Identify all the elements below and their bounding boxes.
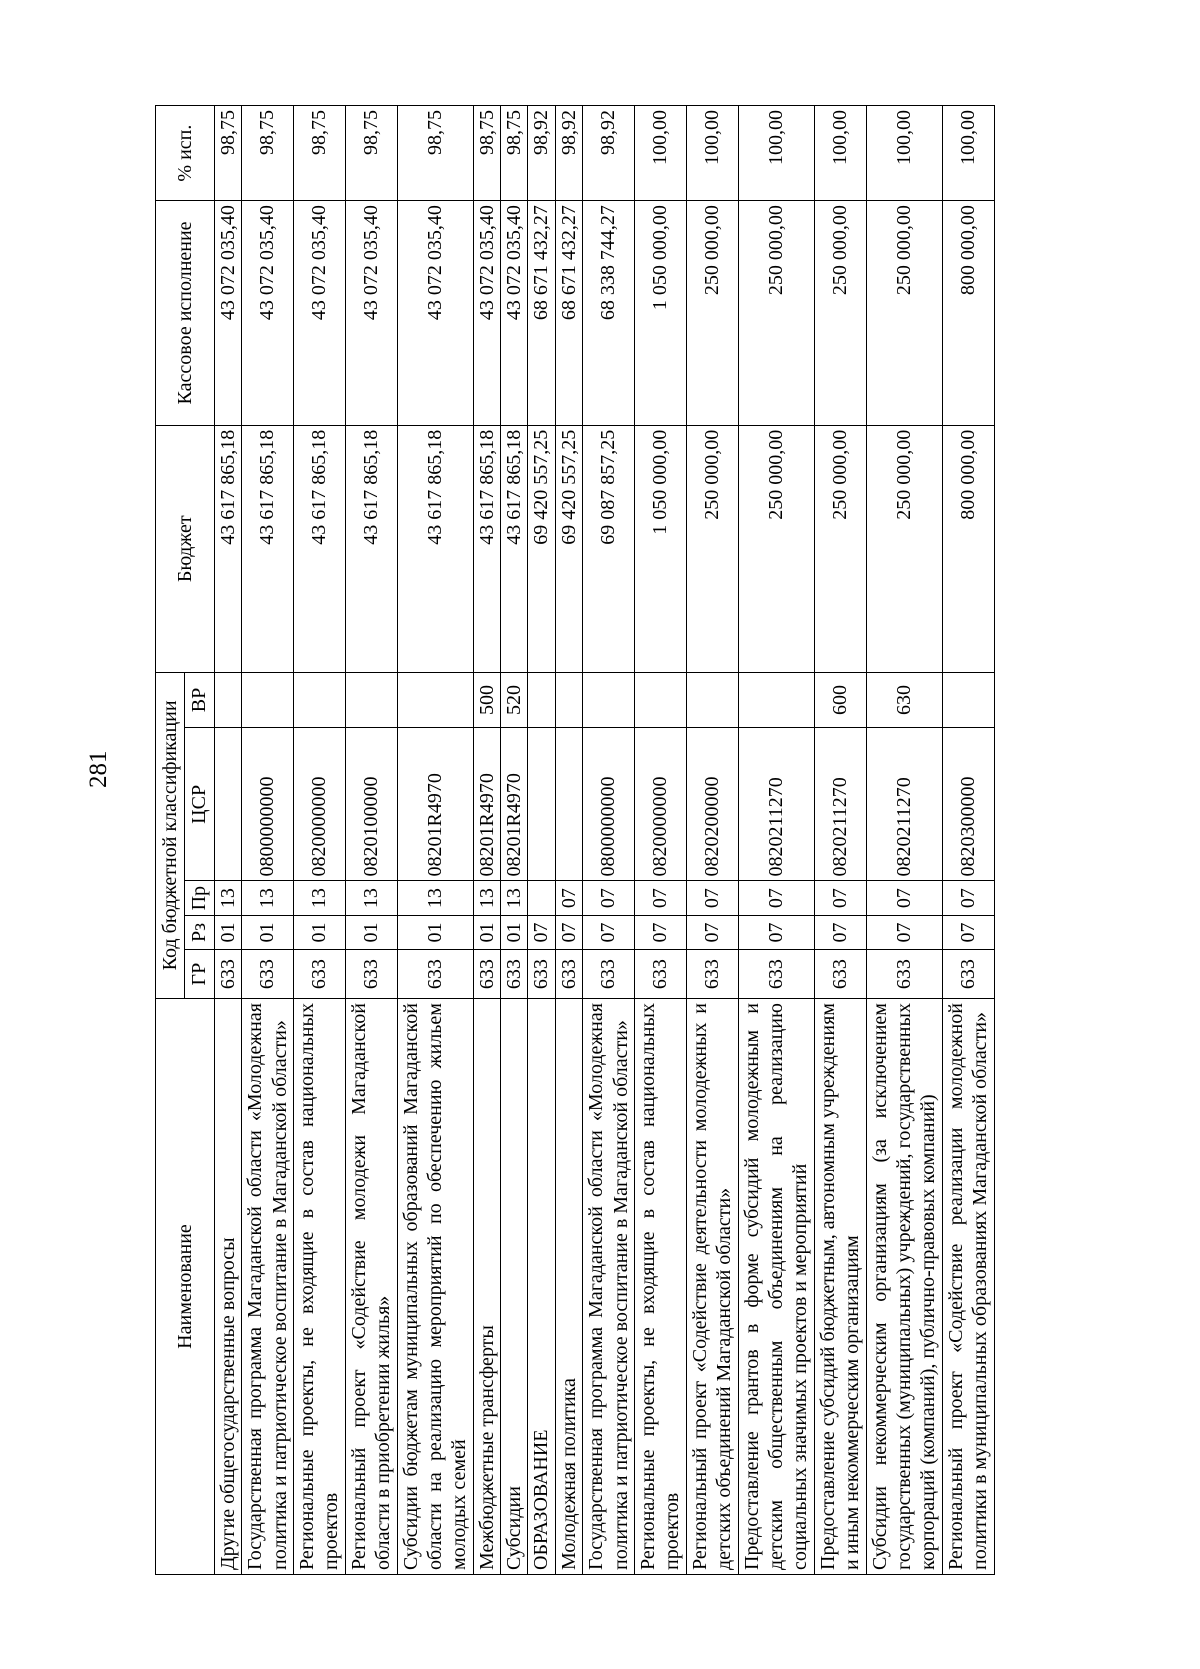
row-budget: 43 617 865,18 [473,425,500,672]
row-vr [397,672,473,728]
row-pr: 13 [345,881,397,915]
table-row [635,106,687,1575]
row-budget: 800 000,00 [942,425,994,672]
row-vr [555,672,582,728]
row-name: Региональные проекты, не входящие в состав национальных проектов [293,999,345,1575]
row-pr: 13 [293,881,345,915]
row-vr [583,672,635,728]
row-pr: 13 [242,881,294,915]
row-vr [214,672,241,728]
row-vr [242,672,294,728]
row-pr: 07 [555,881,582,915]
row-pr: 13 [473,881,500,915]
row-vr: 500 [473,672,500,728]
row-pr: 07 [686,881,738,915]
row-execution: 43 072 035,40 [242,201,294,426]
header-csr: ЦСР [185,728,214,881]
row-rz: 01 [214,915,241,949]
row-percent: 100,00 [866,106,942,201]
row-pr: 07 [738,881,814,915]
row-csr [528,728,555,881]
row-percent: 98,75 [345,106,397,201]
table-row [397,106,473,1575]
row-csr: 0800000000 [242,728,294,881]
table-row [814,106,866,1575]
row-rz: 01 [473,915,500,949]
row-vr [738,672,814,728]
table-row [293,106,345,1575]
row-execution: 43 072 035,40 [293,201,345,426]
row-gr: 633 [397,950,473,999]
table-row [345,106,397,1575]
row-gr: 633 [686,950,738,999]
row-rz: 01 [397,915,473,949]
row-name: Субсидии [501,999,528,1575]
row-csr: 0820000000 [293,728,345,881]
row-gr: 633 [345,950,397,999]
row-percent: 100,00 [635,106,687,201]
row-name: Государственная программа Магаданской области «Молодежная политика и патриотическое воспитание в Магаданской области» [242,999,294,1575]
row-name: Региональный проект «Содействие реализации молодежной политики в муниципальных образованиях Магаданской области» [942,999,994,1575]
row-execution: 43 072 035,40 [473,201,500,426]
table-row [555,106,582,1575]
page-number: 281 [85,750,112,788]
row-name: Субсидии бюджетам муниципальных образований Магаданской области на реализацию мероприятий по обеспечению жильем молодых семей [397,999,473,1575]
row-vr [293,672,345,728]
row-percent: 98,75 [242,106,294,201]
row-gr: 633 [501,950,528,999]
row-gr: 633 [583,950,635,999]
row-budget: 69 420 557,25 [528,425,555,672]
table-row [942,106,994,1575]
row-budget: 43 617 865,18 [501,425,528,672]
row-rz: 01 [293,915,345,949]
row-csr: 0800000000 [583,728,635,881]
row-gr: 633 [555,950,582,999]
row-pr [528,881,555,915]
header-budget: Бюджет [156,425,215,672]
row-name: Государственная программа Магаданской области «Молодежная политика и патриотическое воспитание в Магаданской области» [583,999,635,1575]
row-execution: 43 072 035,40 [345,201,397,426]
row-vr [942,672,994,728]
row-execution: 250 000,00 [814,201,866,426]
row-percent: 98,75 [473,106,500,201]
row-execution: 68 338 744,27 [583,201,635,426]
row-pr: 13 [501,881,528,915]
row-name: Региональные проекты, не входящие в состав национальных проектов [635,999,687,1575]
row-budget: 1 050 000,00 [635,425,687,672]
header-rz: Рз [185,915,214,949]
row-pr: 13 [214,881,241,915]
table-row [501,106,528,1575]
row-execution: 800 000,00 [942,201,994,426]
row-csr: 08201R4970 [473,728,500,881]
row-vr [686,672,738,728]
row-rz: 07 [866,915,942,949]
row-name: Предоставление субсидий бюджетным, автономным учреждениям и иным некоммерческим организациям [814,999,866,1575]
row-execution: 68 671 432,27 [555,201,582,426]
row-vr: 520 [501,672,528,728]
row-execution: 43 072 035,40 [397,201,473,426]
row-csr: 0820211270 [866,728,942,881]
row-gr: 633 [738,950,814,999]
row-vr [635,672,687,728]
row-execution: 250 000,00 [866,201,942,426]
row-rz: 07 [738,915,814,949]
table-body [214,106,994,1575]
row-vr [528,672,555,728]
row-budget: 69 087 857,25 [583,425,635,672]
row-csr: 0820211270 [738,728,814,881]
row-execution: 43 072 035,40 [501,201,528,426]
row-rz: 01 [242,915,294,949]
row-name: Региональный проект «Содействие деятельности молодежных и детских объединений Магаданской области» [686,999,738,1575]
row-percent: 98,92 [583,106,635,201]
row-percent: 98,92 [555,106,582,201]
budget-table [155,105,995,1575]
row-rz: 07 [686,915,738,949]
row-percent: 98,75 [501,106,528,201]
row-percent: 98,75 [397,106,473,201]
row-budget: 250 000,00 [814,425,866,672]
row-budget: 250 000,00 [866,425,942,672]
row-percent: 100,00 [942,106,994,201]
row-rz: 07 [583,915,635,949]
row-csr: 0820211270 [814,728,866,881]
row-gr: 633 [528,950,555,999]
row-budget: 43 617 865,18 [397,425,473,672]
row-vr: 630 [866,672,942,728]
row-name: Молодежная политика [555,999,582,1575]
table-row [214,106,241,1575]
row-budget: 43 617 865,18 [293,425,345,672]
row-pr: 07 [583,881,635,915]
row-percent: 100,00 [814,106,866,201]
table-row [738,106,814,1575]
row-percent: 98,75 [214,106,241,201]
header-code-group: Код бюджетной классификации [156,672,185,998]
row-budget: 43 617 865,18 [214,425,241,672]
row-execution: 68 671 432,27 [528,201,555,426]
row-rz: 01 [501,915,528,949]
row-pr: 07 [866,881,942,915]
row-gr: 633 [214,950,241,999]
row-name: Предоставление грантов в форме субсидий молодежным и детским общественным объединениям на реализацию социальных значимых проектов и мероприятий [738,999,814,1575]
row-pr: 07 [814,881,866,915]
row-name: Региональный проект «Содействие молодежи Магаданской области в приобретении жилья» [345,999,397,1575]
row-csr: 08201R4970 [501,728,528,881]
row-csr: 08201R4970 [397,728,473,881]
row-rz: 07 [942,915,994,949]
row-budget: 43 617 865,18 [345,425,397,672]
header-percent: % исп. [156,106,215,201]
header-vr: ВР [185,672,214,728]
row-execution: 43 072 035,40 [214,201,241,426]
table-row [473,106,500,1575]
row-execution: 1 050 000,00 [635,201,687,426]
row-name: Субсидии некоммерческим организациям (за исключением государственных (муниципальных) учреждений, государственных корпораций (компаний), публично-правовых компаний) [866,999,942,1575]
row-budget: 250 000,00 [686,425,738,672]
row-gr: 633 [293,950,345,999]
table-row [242,106,294,1575]
row-pr: 07 [635,881,687,915]
row-csr: 0820200000 [686,728,738,881]
row-csr [555,728,582,881]
row-budget: 43 617 865,18 [242,425,294,672]
row-csr: 0820300000 [942,728,994,881]
row-vr: 600 [814,672,866,728]
row-csr [214,728,241,881]
row-vr [345,672,397,728]
row-execution: 250 000,00 [686,201,738,426]
row-execution: 250 000,00 [738,201,814,426]
row-budget: 250 000,00 [738,425,814,672]
row-gr: 633 [814,950,866,999]
row-gr: 633 [242,950,294,999]
rotated-table-container [155,105,995,1575]
row-gr: 633 [942,950,994,999]
row-rz: 07 [635,915,687,949]
row-name: Другие общегосударственные вопросы [214,999,241,1575]
table-row [866,106,942,1575]
row-percent: 100,00 [738,106,814,201]
row-csr: 0820100000 [345,728,397,881]
table-row [686,106,738,1575]
row-gr: 633 [473,950,500,999]
row-gr: 633 [866,950,942,999]
row-csr: 0820000000 [635,728,687,881]
row-rz: 07 [814,915,866,949]
row-rz: 01 [345,915,397,949]
row-rz: 07 [555,915,582,949]
header-name: Наименование [156,999,215,1575]
row-gr: 633 [635,950,687,999]
header-execution: Кассовое исполнение [156,201,215,426]
row-rz: 07 [528,915,555,949]
header-row-1 [156,106,185,1575]
table-row [528,106,555,1575]
table-row [583,106,635,1575]
row-budget: 69 420 557,25 [555,425,582,672]
row-percent: 98,75 [293,106,345,201]
row-pr: 07 [942,881,994,915]
header-pr: Пр [185,881,214,915]
row-name: ОБРАЗОВАНИЕ [528,999,555,1575]
row-name: Межбюджетные трансферты [473,999,500,1575]
row-pr: 13 [397,881,473,915]
row-percent: 100,00 [686,106,738,201]
row-percent: 98,92 [528,106,555,201]
header-gr: ГР [185,950,214,999]
